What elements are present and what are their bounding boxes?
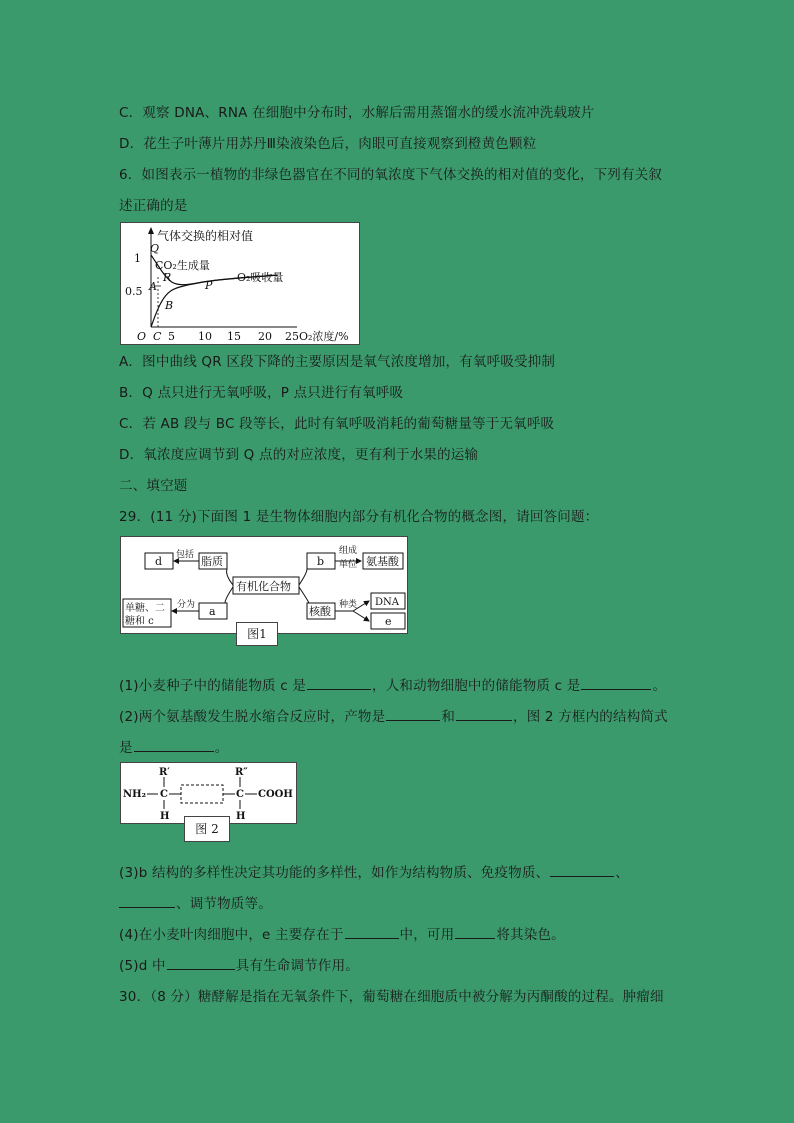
q29-stem: 29．(11 分)下面图 1 是生物体细胞内部分有机化合物的概念图，请回答问题： bbox=[119, 509, 599, 525]
label-a: A bbox=[149, 280, 157, 293]
q6-chart bbox=[120, 222, 360, 345]
q6-option-b: B．Q 点只进行无氧呼吸，P 点只进行有氧呼吸 bbox=[119, 385, 404, 401]
structure-figure bbox=[120, 762, 297, 824]
q29-part2-text-c: ，图 2 方框内的结构简式 bbox=[513, 709, 668, 725]
y-axis-arrow bbox=[148, 227, 154, 234]
q29-part2-text-b: 和 bbox=[441, 709, 456, 725]
line-center-a bbox=[225, 587, 233, 603]
q29-part2 bbox=[119, 707, 668, 726]
blank-3b[interactable] bbox=[119, 894, 175, 908]
q6-option-a: A．图中曲线 QR 区段下降的主要原因是氧气浓度增加，有氧呼吸受抑制 bbox=[119, 354, 556, 370]
q29-part3-text-a: (3)b 结构的多样性决定其功能的多样性，如作为结构物质、免疫物质、 bbox=[119, 865, 550, 881]
line-center-b bbox=[299, 569, 307, 585]
blank-5a[interactable] bbox=[167, 956, 235, 970]
label-zucheng: 组成 bbox=[339, 546, 358, 556]
box-hesuan-label: 核酸 bbox=[309, 605, 331, 618]
q29-part2-text-d: 是 bbox=[119, 740, 133, 756]
blank-2a[interactable] bbox=[386, 707, 440, 721]
r-double-prime: R″ bbox=[235, 767, 248, 778]
y-axis-title: 气体交换的相对值 bbox=[157, 229, 254, 243]
q29-part1-text-b: ，人和动物细胞中的储能物质 c 是 bbox=[372, 678, 581, 694]
label-co2: CO₂生成量 bbox=[155, 259, 210, 272]
concept-map-figure bbox=[120, 536, 408, 634]
carbon-1: C bbox=[160, 789, 168, 800]
q30-stem: 30．（8 分）糖酵解是指在无氧条件下，葡萄糖在细胞质中被分解为丙酮酸的过程。肿瘤细 bbox=[119, 989, 664, 1005]
box-anjisuan-label: 氨基酸 bbox=[366, 555, 399, 568]
x-tick-o: O bbox=[137, 330, 147, 343]
q29-part2-text-a: (2)两个氨基酸发生脱水缩合反应时，产物是 bbox=[119, 709, 386, 725]
option-c-prev: C．观察 DNA、RNA 在细胞中分布时，水解后需用蒸馏水的缓水流冲洗载玻片 bbox=[119, 105, 595, 121]
blank-2c[interactable] bbox=[134, 738, 214, 752]
dashed-box bbox=[181, 785, 223, 803]
x-tick-15: 15 bbox=[227, 330, 241, 343]
x-tick-c: C bbox=[153, 330, 162, 343]
x-tick-20: 20 bbox=[258, 330, 272, 343]
blank-4a[interactable] bbox=[345, 925, 399, 939]
box-a-label: a bbox=[209, 605, 216, 618]
y-tick-1: 1 bbox=[134, 252, 141, 265]
concept-map-svg bbox=[121, 537, 407, 633]
x-tick-5: 5 bbox=[168, 330, 175, 343]
box-dantang-line2: 糖和 c bbox=[125, 616, 154, 627]
line-center-zhizhi bbox=[227, 569, 233, 585]
q6-option-d: D．氧浓度应调节到 Q 点的对应浓度，更有利于水果的运输 bbox=[119, 447, 479, 463]
blank-2b[interactable] bbox=[456, 707, 512, 721]
box-d-label: d bbox=[155, 555, 163, 568]
r-prime: R′ bbox=[159, 767, 170, 778]
label-baokuo: 包括 bbox=[176, 550, 195, 560]
box-e-label: e bbox=[385, 615, 392, 628]
q29-part2-cont bbox=[119, 738, 228, 757]
q29-part1-text-c: 。 bbox=[652, 678, 667, 694]
q29-part4 bbox=[119, 925, 565, 944]
label-zhonglei: 种类 bbox=[339, 600, 358, 610]
cooh-group: COOH bbox=[258, 789, 293, 800]
label-q: Q bbox=[150, 242, 160, 255]
box-zhizhi-label: 脂质 bbox=[201, 555, 223, 568]
hydrogen-1: H bbox=[160, 811, 170, 822]
x-tick-10: 10 bbox=[198, 330, 212, 343]
carbon-2: C bbox=[236, 789, 244, 800]
q29-part5-text-b: 具有生命调节作用。 bbox=[235, 958, 359, 974]
blank-4b[interactable] bbox=[455, 925, 495, 939]
section-heading: 二、填空题 bbox=[119, 478, 188, 494]
label-fenwei: 分为 bbox=[177, 600, 196, 610]
q29-part4-text-b: 中，可用 bbox=[399, 927, 455, 943]
q29-part3-text-c: 、调节物质等。 bbox=[176, 896, 272, 912]
label-danwei: 单位 bbox=[339, 560, 358, 570]
q29-part4-text-a: (4)在小麦叶肉细胞中，e 主要存在于 bbox=[119, 927, 344, 943]
q29-part5 bbox=[119, 956, 359, 975]
label-p: P bbox=[205, 279, 213, 292]
nh2-group: NH₂ bbox=[123, 789, 146, 800]
box-dna-label: DNA bbox=[375, 597, 399, 608]
blank-3a[interactable] bbox=[550, 863, 614, 877]
q29-part1-text-a: (1)小麦种子中的储能物质 c 是 bbox=[119, 678, 307, 694]
q29-part4-text-c: 将其染色。 bbox=[496, 927, 565, 943]
q29-part2-text-e: 。 bbox=[214, 740, 229, 756]
hydrogen-2: H bbox=[236, 811, 246, 822]
box-b-label: b bbox=[317, 555, 325, 568]
q6-option-c: C．若 AB 段与 BC 段等长，此时有氧呼吸消耗的葡萄糖量等于无氧呼吸 bbox=[119, 416, 555, 432]
fig1-caption: 图1 bbox=[236, 622, 278, 646]
box-dantang-line1: 单糖、二 bbox=[125, 603, 165, 614]
box-center-label: 有机化合物 bbox=[236, 580, 291, 593]
arrow-e bbox=[353, 611, 369, 621]
x-tick-25: 25 bbox=[285, 330, 299, 343]
x-axis-label: O₂浓度/% bbox=[299, 330, 349, 343]
blank-1b[interactable] bbox=[581, 676, 651, 690]
q29-part3-cont bbox=[119, 894, 272, 913]
q29-part1 bbox=[119, 676, 666, 695]
q6-stem-2: 述正确的是 bbox=[119, 198, 188, 214]
option-d-prev: D．花生子叶薄片用苏丹Ⅲ染液染色后，肉眼可直接观察到橙黄色颗粒 bbox=[119, 136, 537, 152]
label-r: R bbox=[163, 271, 172, 284]
blank-1a[interactable] bbox=[307, 676, 371, 690]
q29-part3-text-b: 、 bbox=[615, 865, 629, 881]
q6-stem-1: 6．如图表示一植物的非绿色器官在不同的氧浓度下气体交换的相对值的变化，下列有关叙 bbox=[119, 167, 663, 183]
chart-svg bbox=[121, 223, 359, 344]
q29-part5-text-a: (5)d 中 bbox=[119, 958, 166, 974]
line-center-hesuan bbox=[299, 587, 309, 603]
structure-svg bbox=[121, 763, 296, 823]
q29-part3 bbox=[119, 863, 629, 882]
y-tick-05: 0.5 bbox=[125, 285, 143, 298]
label-o2: O₂吸收量 bbox=[237, 271, 284, 284]
fig2-caption: 图 2 bbox=[184, 816, 230, 842]
label-b: B bbox=[165, 299, 174, 312]
